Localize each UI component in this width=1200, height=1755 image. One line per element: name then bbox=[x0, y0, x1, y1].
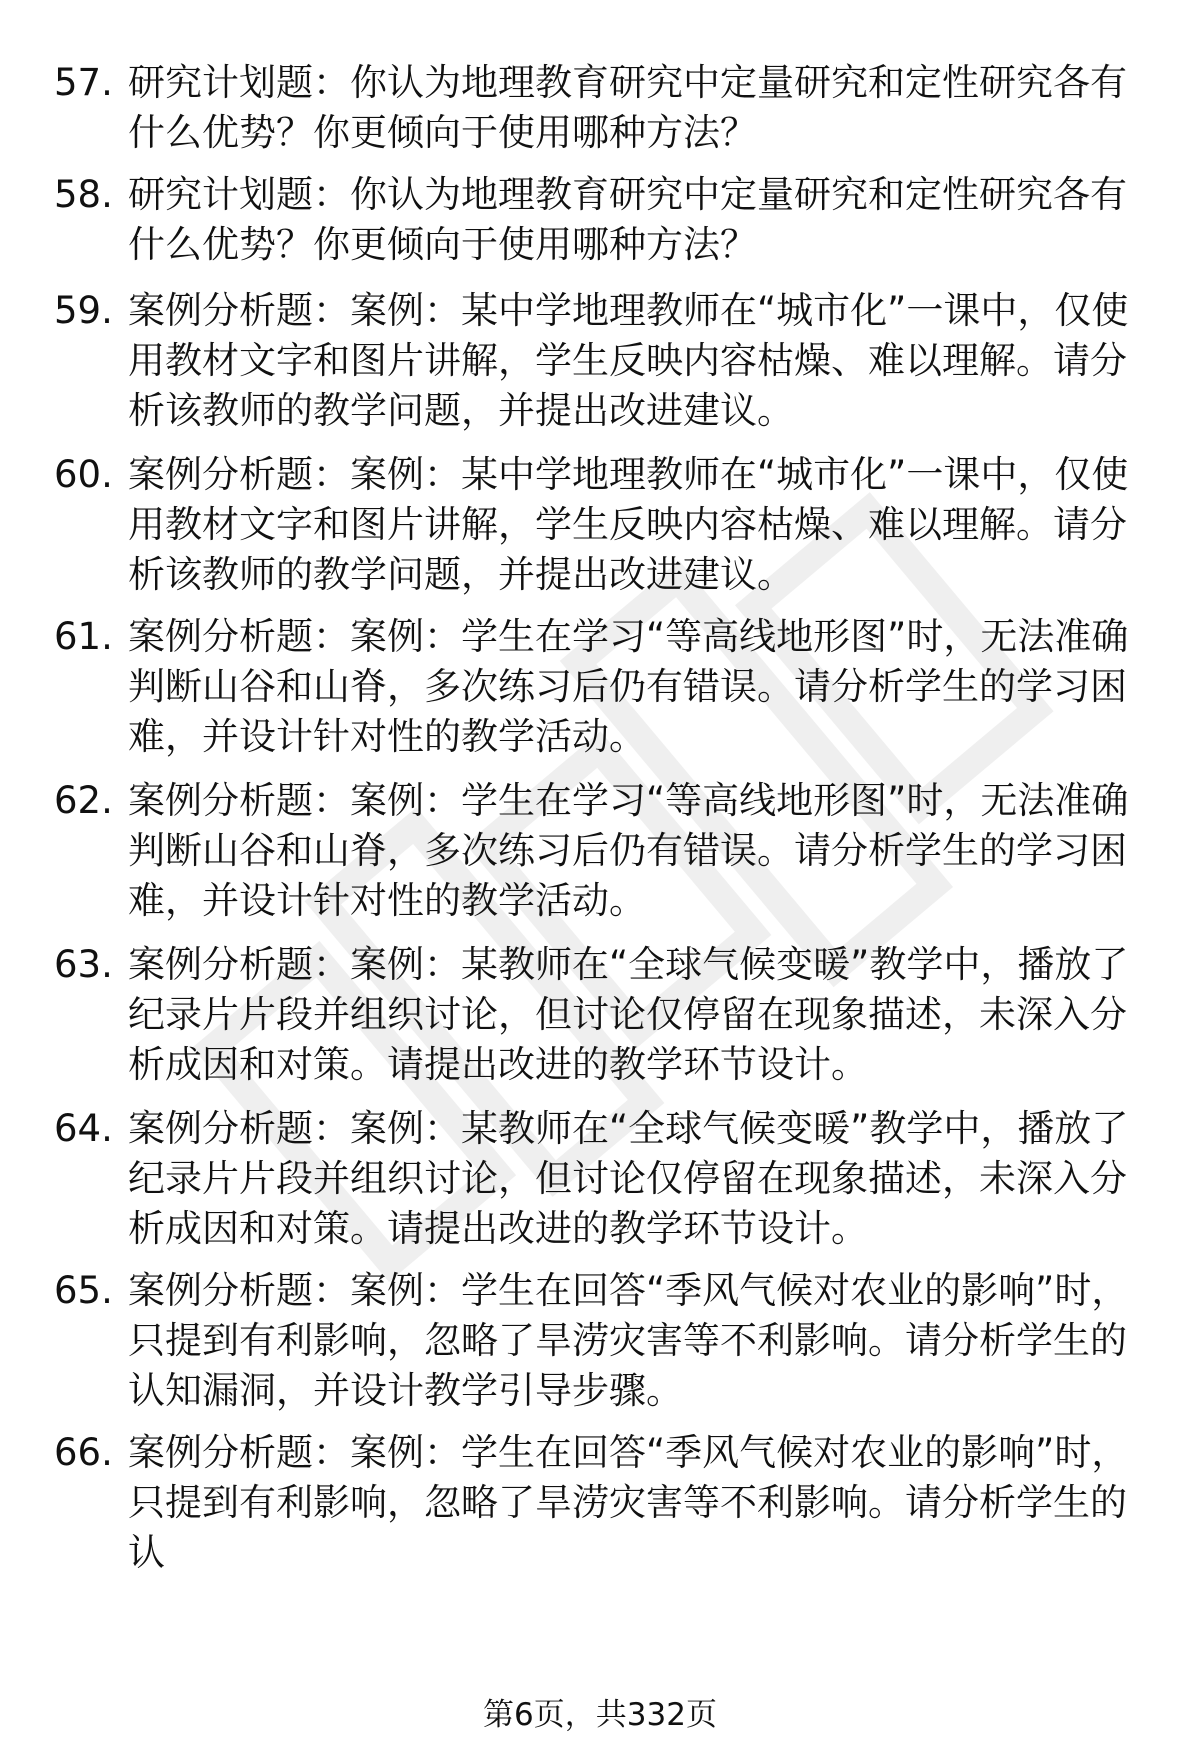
question-item bbox=[54, 1428, 1144, 1578]
question-number: 61. bbox=[54, 615, 113, 658]
page-footer: 第6页，共332页 bbox=[483, 1697, 717, 1733]
question-number: 65. bbox=[54, 1269, 113, 1312]
question-text: 研究计划题：你认为地理教育研究中定量研究和定性研究各有什么优势？你更倾向于使用哪种方法？ bbox=[128, 173, 1127, 266]
question-item bbox=[54, 1104, 1144, 1254]
question-item bbox=[54, 612, 1144, 762]
question-item bbox=[54, 58, 1144, 158]
question-text: 案例分析题：案例：某中学地理教师在“城市化”一课中，仅使用教材文字和图片讲解，学生反映内容枯燥、难以理解。请分析该教师的教学问题，并提出改进建议。 bbox=[128, 453, 1129, 596]
question-number: 59. bbox=[54, 289, 113, 332]
question-text: 案例分析题：案例：学生在学习“等高线地形图”时，无法准确判断山谷和山脊，多次练习后仍有错误。请分析学生的学习困难，并设计针对性的教学活动。 bbox=[128, 615, 1129, 758]
question-item bbox=[54, 776, 1144, 926]
question-item bbox=[54, 450, 1144, 600]
question-text: 案例分析题：案例：学生在学习“等高线地形图”时，无法准确判断山谷和山脊，多次练习后仍有错误。请分析学生的学习困难，并设计针对性的教学活动。 bbox=[128, 779, 1129, 922]
question-text: 研究计划题：你认为地理教育研究中定量研究和定性研究各有什么优势？你更倾向于使用哪种方法？ bbox=[128, 61, 1127, 154]
question-text: 案例分析题：案例：学生在回答“季风气候对农业的影响”时，只提到有利影响，忽略了旱涝灾害等不利影响。请分析学生的认知漏洞，并设计教学引导步骤。 bbox=[128, 1269, 1129, 1412]
question-number: 63. bbox=[54, 943, 113, 986]
question-number: 64. bbox=[54, 1107, 113, 1150]
question-item bbox=[54, 170, 1144, 270]
question-number: 60. bbox=[54, 453, 113, 496]
question-number: 62. bbox=[54, 779, 113, 822]
question-number: 66. bbox=[54, 1431, 113, 1474]
question-text: 案例分析题：案例：学生在回答“季风气候对农业的影响”时，只提到有利影响，忽略了旱涝灾害等不利影响。请分析学生的认 bbox=[128, 1431, 1129, 1574]
question-text: 案例分析题：案例：某教师在“全球气候变暖”教学中，播放了纪录片片段并组织讨论，但讨论仅停留在现象描述，未深入分析成因和对策。请提出改进的教学环节设计。 bbox=[128, 1107, 1129, 1250]
question-number: 57. bbox=[54, 61, 113, 104]
question-text: 案例分析题：案例：某中学地理教师在“城市化”一课中，仅使用教材文字和图片讲解，学生反映内容枯燥、难以理解。请分析该教师的教学问题，并提出改进建议。 bbox=[128, 289, 1129, 432]
question-text: 案例分析题：案例：某教师在“全球气候变暖”教学中，播放了纪录片片段并组织讨论，但讨论仅停留在现象描述，未深入分析成因和对策。请提出改进的教学环节设计。 bbox=[128, 943, 1129, 1086]
question-item bbox=[54, 940, 1144, 1090]
question-item bbox=[54, 1266, 1144, 1416]
question-item bbox=[54, 286, 1144, 436]
question-number: 58. bbox=[54, 173, 113, 216]
